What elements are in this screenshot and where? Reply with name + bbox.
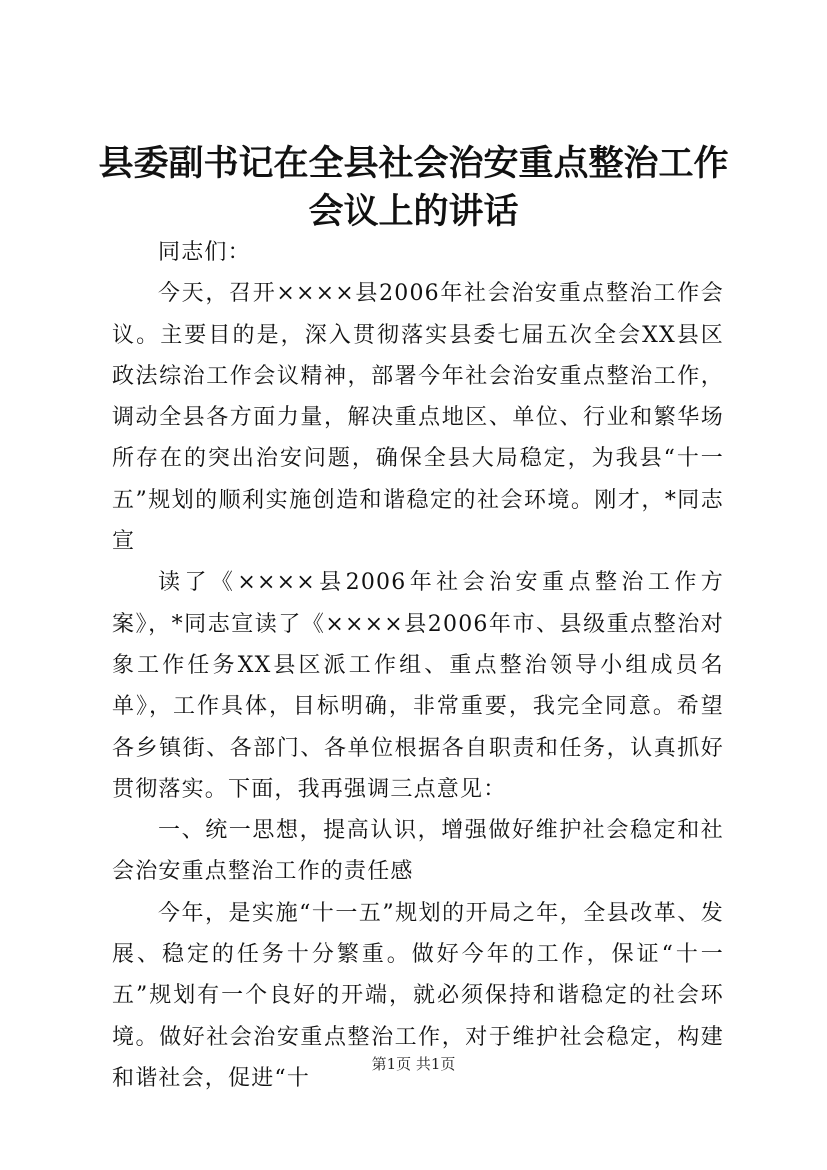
section-heading-1: 一、统一思想，提高认识，增强做好维护社会稳定和社会治安重点整治工作的责任感 [112,818,724,885]
document-body [112,232,724,1099]
page-footer: 第1页 共1页 [371,1055,456,1073]
greeting: 同志们： [158,240,251,265]
paragraph-3: 今年，是实施“十一五”规划的开局之年，全县改革、发展、稳定的任务十分繁重。做好今年的工作，保证“十一五”规划有一个良好的开端，就必须保持和谐稳定的社会环境。做好社会治安重点整治工作，对于维护社会稳定，构建和谐社会，促进“十 [112,900,724,1091]
document-title: 县委副书记在全县社会治安重点整治工作会议上的讲话 [98,143,729,232]
paragraph-1: 今天，召开××××县2006年社会治安重点整治工作会议。主要目的是，深入贯彻落实县委七届五次全会XX县区政法综治工作会议精神，部署今年社会治安重点整治工作，调动全县各方面力量，解决重点地区、单位、行业和繁华场所存在的突出治安问题，确保全县大局稳定，为我县“十一五”规划的顺利实施创造和谐稳定的社会环境。刚才，*同志宣 [112,281,724,555]
paragraph-2: 读了《××××县2006年社会治安重点整治工作方案》，*同志宣读了《××××县2006年市、县级重点整治对象工作任务XX县区派工作组、重点整治领导小组成员名单》，工作具体，目标明确，非常重要，我完全同意。希望各乡镇街、各部门、各单位根据各自职责和任务，认真抓好贯彻落实。下面，我再强调三点意见： [112,570,724,802]
